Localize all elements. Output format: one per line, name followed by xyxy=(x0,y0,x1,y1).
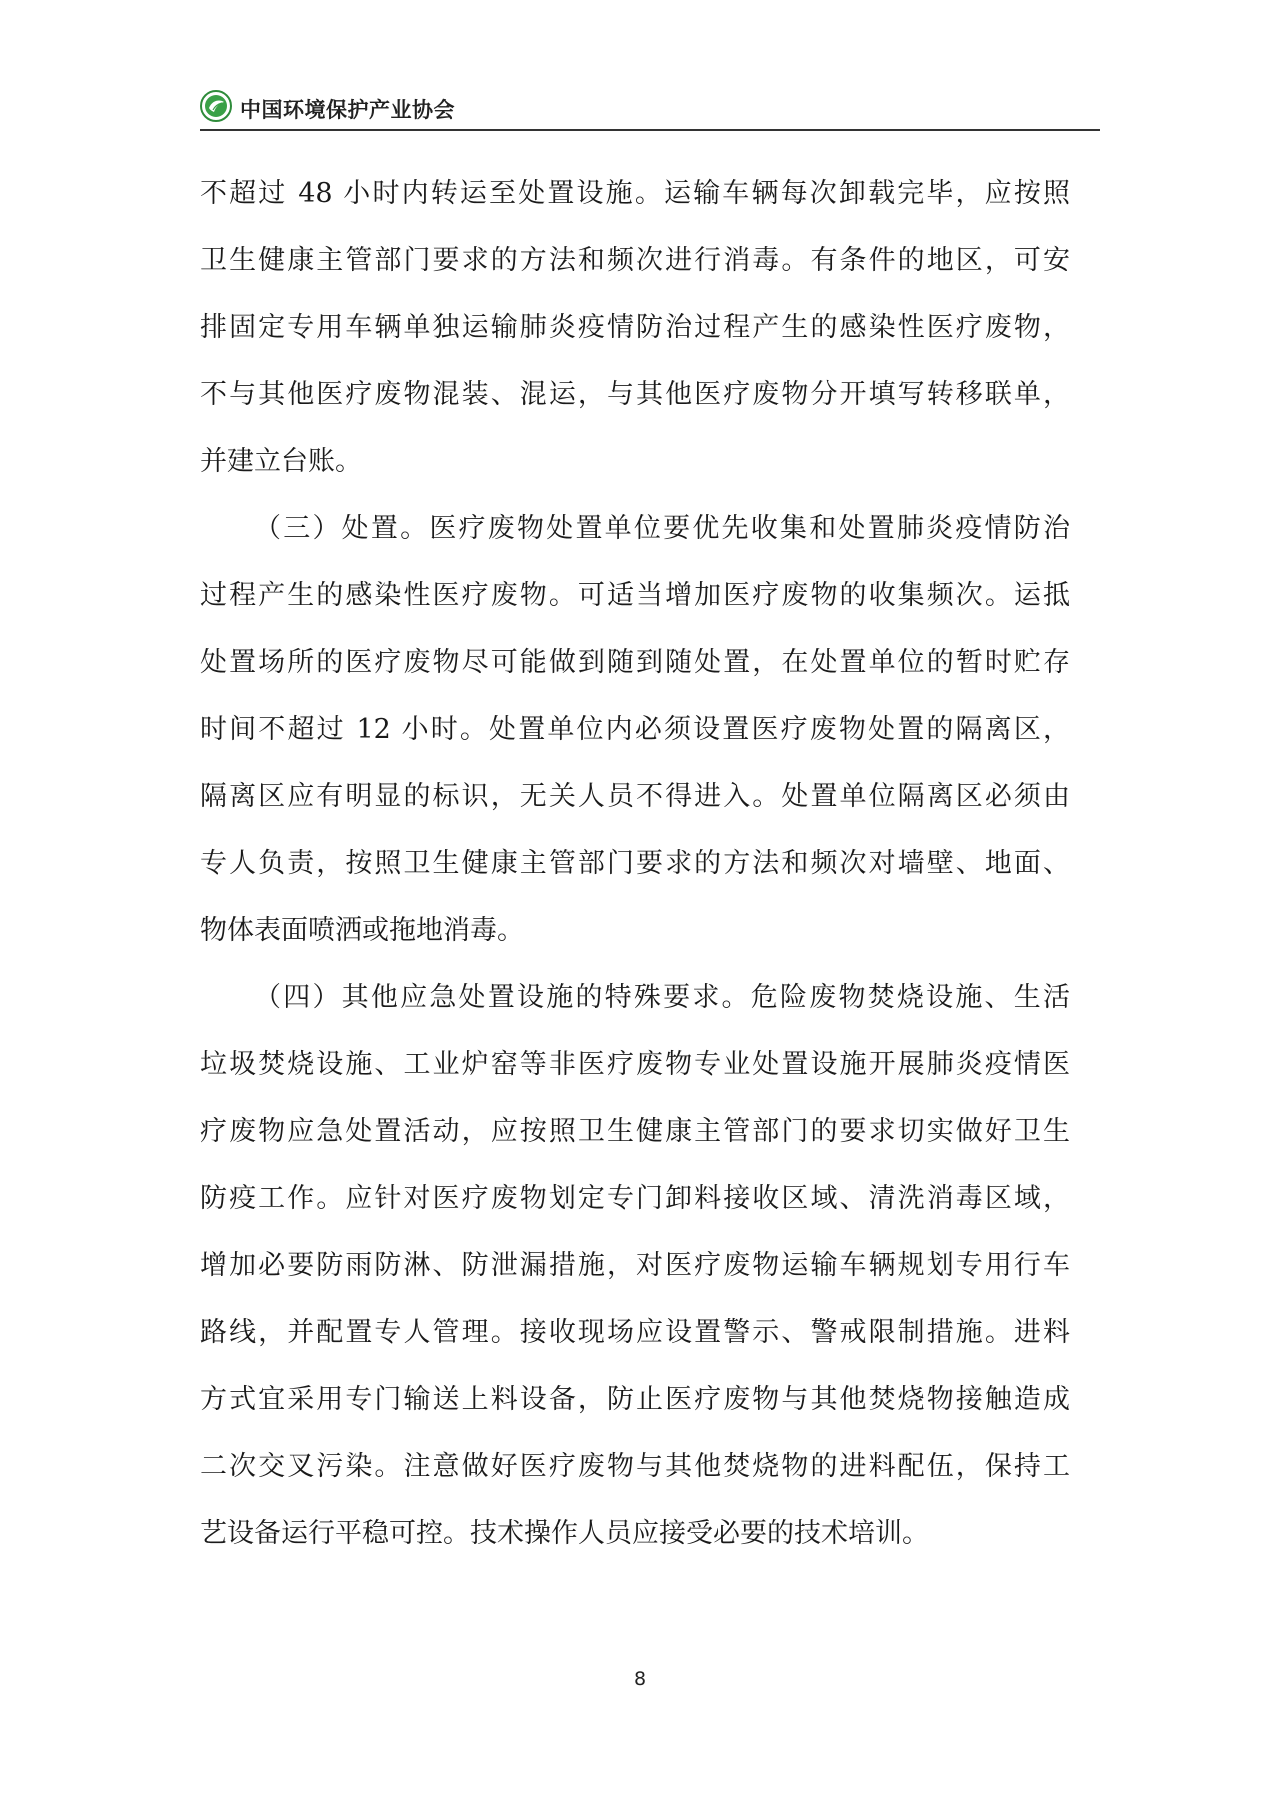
document-body xyxy=(200,160,1070,1567)
text-line: 路线，并配置专人管理。接收现场应设置警示、警戒限制措施。进料 xyxy=(200,1317,1070,1348)
text-line: 卫生健康主管部门要求的方法和频次进行消毒。有条件的地区，可安 xyxy=(200,245,1070,276)
text-line: （四）其他应急处置设施的特殊要求。危险废物焚烧设施、生活 xyxy=(254,982,1070,1013)
organization-logo-icon xyxy=(200,90,232,122)
text-line: 处置场所的医疗废物尽可能做到随到随处置，在处置单位的暂时贮存 xyxy=(200,647,1070,678)
organization-name: 中国环境保护产业协会 xyxy=(240,98,455,122)
paragraph xyxy=(200,964,1070,1567)
text-line: 增加必要防雨防淋、防泄漏措施，对医疗废物运输车辆规划专用行车 xyxy=(200,1250,1070,1281)
paragraph xyxy=(200,495,1070,964)
text-line: 方式宜采用专门输送上料设备，防止医疗废物与其他焚烧物接触造成 xyxy=(200,1384,1070,1415)
text-line: （三）处置。医疗废物处置单位要优先收集和处置肺炎疫情防治 xyxy=(254,513,1070,544)
paragraph xyxy=(200,160,1070,495)
header-divider xyxy=(200,129,1100,131)
text-line: 疗废物应急处置活动，应按照卫生健康主管部门的要求切实做好卫生 xyxy=(200,1116,1070,1147)
text-line: 排固定专用车辆单独运输肺炎疫情防治过程产生的感染性医疗废物， xyxy=(200,312,1070,343)
text-line: 二次交叉污染。注意做好医疗废物与其他焚烧物的进料配伍，保持工 xyxy=(200,1451,1070,1482)
text-line: 防疫工作。应针对医疗废物划定专门卸料接收区域、清洗消毒区域， xyxy=(200,1183,1070,1214)
text-line: 垃圾焚烧设施、工业炉窑等非医疗废物专业处置设施开展肺炎疫情医 xyxy=(200,1049,1070,1080)
text-line: 不与其他医疗废物混装、混运，与其他医疗废物分开填写转移联单， xyxy=(200,379,1070,410)
text-line: 过程产生的感染性医疗废物。可适当增加医疗废物的收集频次。运抵 xyxy=(200,580,1070,611)
text-line: 艺设备运行平稳可控。技术操作人员应接受必要的技术培训。 xyxy=(200,1518,929,1549)
text-line: 时间不超过 12 小时。处置单位内必须设置医疗废物处置的隔离区， xyxy=(200,714,1070,745)
page-number: 8 xyxy=(633,1668,647,1690)
text-line: 并建立台账。 xyxy=(200,446,362,477)
text-line: 隔离区应有明显的标识，无关人员不得进入。处置单位隔离区必须由 xyxy=(200,781,1070,812)
page-header xyxy=(200,90,1100,130)
text-line: 专人负责，按照卫生健康主管部门要求的方法和频次对墙壁、地面、 xyxy=(200,848,1070,879)
text-line: 不超过 48 小时内转运至处置设施。运输车辆每次卸载完毕，应按照 xyxy=(200,178,1070,209)
text-line: 物体表面喷洒或拖地消毒。 xyxy=(200,915,524,946)
